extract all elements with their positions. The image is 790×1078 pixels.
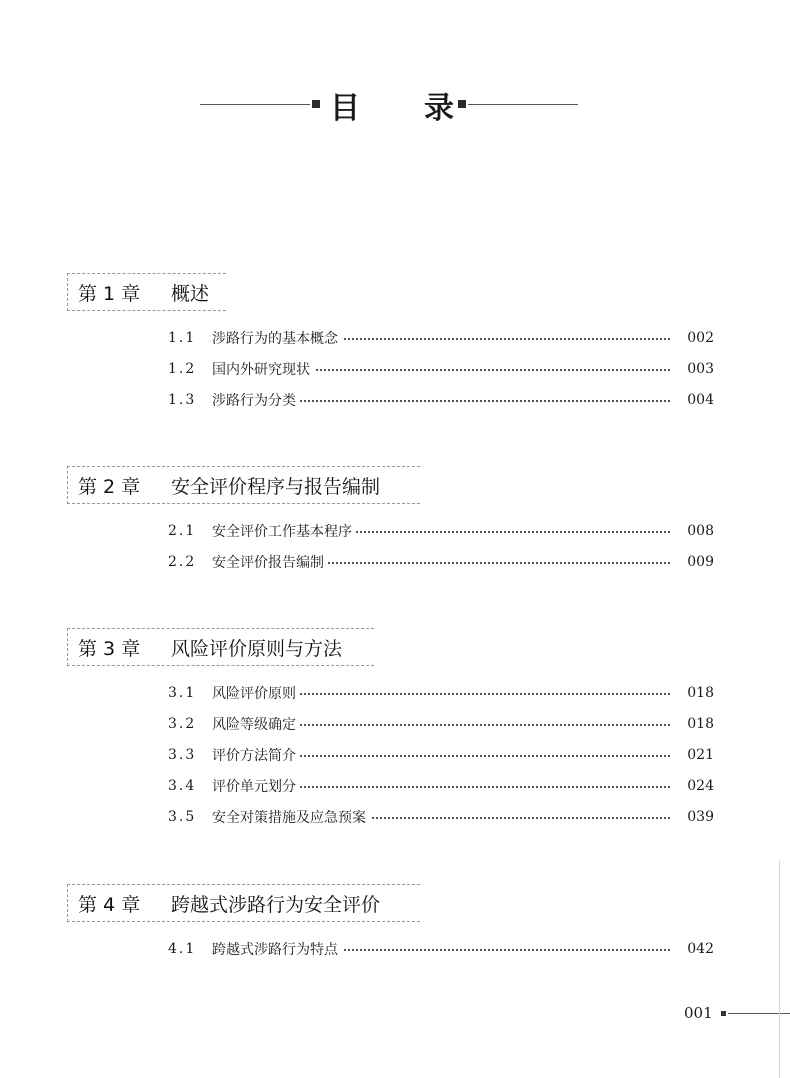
entry-page: 039 [676,809,714,825]
chapter-title: 概述 [171,282,210,305]
entry-title: 安全评价报告编制 [212,552,328,572]
toc-entry[interactable] [0,546,790,577]
chapter-2 [0,466,790,577]
entry-page: 018 [676,685,714,701]
entry-number: 2.1 [168,522,197,539]
chapter-heading[interactable] [67,628,374,666]
footer-rule [728,1013,790,1014]
chapter-1 [0,273,790,415]
entry-number: 4.1 [168,940,197,957]
toc-entry[interactable] [0,515,790,546]
entry-number: 3.4 [168,777,197,794]
entry-page: 002 [676,330,714,346]
chapter-heading[interactable] [67,884,420,922]
entry-page: 009 [676,554,714,570]
entry-title: 安全评价工作基本程序 [212,521,356,541]
chapter-heading[interactable] [67,466,420,504]
entry-title: 评价方法简介 [212,745,300,765]
toc-entry[interactable] [0,353,790,384]
entry-page: 004 [676,392,714,408]
entry-title: 风险评价原则 [212,683,300,703]
entry-number: 3.3 [168,746,197,763]
toc-entry[interactable] [0,677,790,708]
toc-entry[interactable] [0,708,790,739]
chapter-title: 跨越式涉路行为安全评价 [171,893,381,916]
entry-number: 1.3 [168,391,197,408]
entry-page: 018 [676,716,714,732]
page-edge-shadow [779,860,780,1078]
entry-number: 1.2 [168,360,197,377]
footer-square-icon [721,1011,726,1016]
chapter-4 [0,884,790,964]
toc-entry[interactable] [0,322,790,353]
entry-number: 2.2 [168,553,197,570]
toc-entry[interactable] [0,739,790,770]
header-rule-left [200,104,310,105]
entry-page: 021 [676,747,714,763]
page-title-char-2: 录 [424,91,454,126]
entry-number: 3.1 [168,684,197,701]
page-title [330,80,454,130]
toc-entry[interactable] [0,770,790,801]
entry-title: 国内外研究现状 [212,359,314,379]
page-title-char-1: 目 [330,91,360,126]
chapter-title: 安全评价程序与报告编制 [171,475,381,498]
chapter-label: 第 3 章 [78,637,141,660]
entry-page: 008 [676,523,714,539]
footer-page-number: 001 [684,1004,713,1022]
chapter-label: 第 4 章 [78,893,141,916]
entry-page: 024 [676,778,714,794]
entry-page: 042 [676,941,714,957]
header-rule-right [468,104,578,105]
entry-title: 评价单元划分 [212,776,300,796]
entry-number: 3.5 [168,808,197,825]
header-square-right-icon [458,100,466,108]
entry-number: 3.2 [168,715,197,732]
chapter-heading[interactable] [67,273,226,311]
page-footer [0,1004,790,1024]
page-header [0,80,790,130]
entry-title: 安全对策措施及应急预案 [212,807,370,827]
toc-entry[interactable] [0,933,790,964]
toc-entry[interactable] [0,384,790,415]
entry-title: 跨越式涉路行为特点 [212,939,342,959]
chapter-3 [0,628,790,832]
entry-page: 003 [676,361,714,377]
entry-title: 涉路行为的基本概念 [212,328,342,348]
entry-number: 1.1 [168,329,197,346]
entry-title: 涉路行为分类 [212,390,300,410]
toc-entry[interactable] [0,801,790,832]
chapter-label: 第 1 章 [78,282,141,305]
entry-title: 风险等级确定 [212,714,300,734]
chapter-title: 风险评价原则与方法 [171,637,343,660]
chapter-label: 第 2 章 [78,475,141,498]
header-square-left-icon [312,100,320,108]
